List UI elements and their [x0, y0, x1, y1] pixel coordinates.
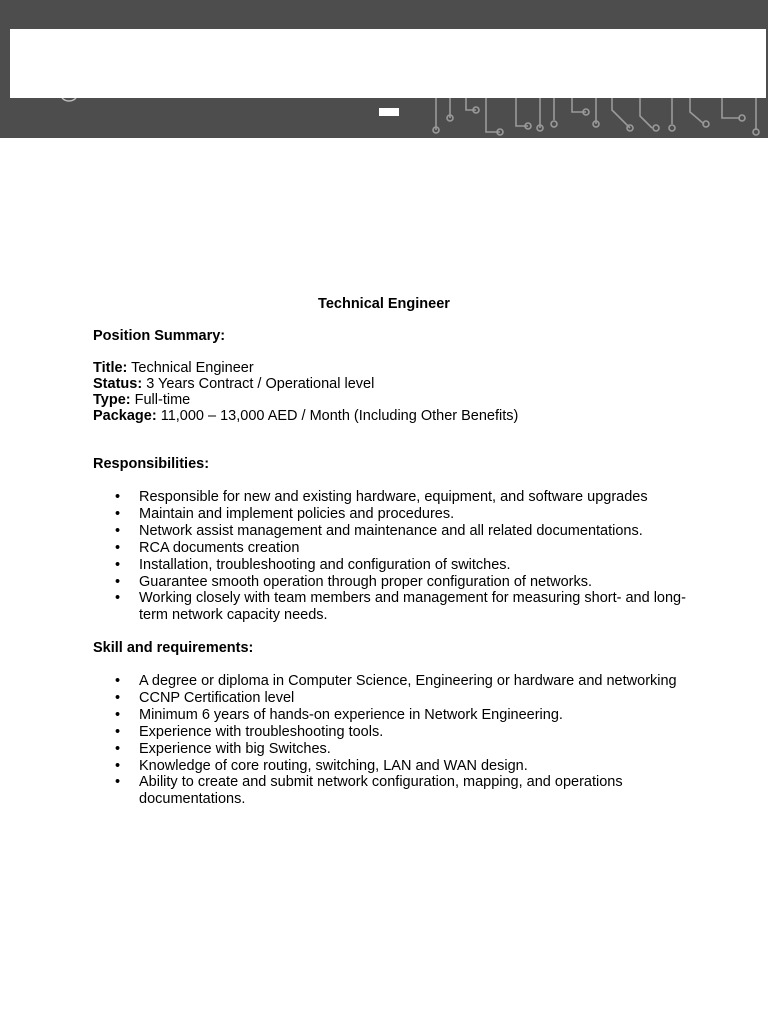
list-item: • Experience with troubleshooting tools.	[93, 724, 693, 741]
status-row	[93, 376, 374, 393]
list-item: • Knowledge of core routing, switching, LAN and WAN design.	[93, 758, 693, 775]
list-item: • Minimum 6 years of hands-on experience in Network Engineering.	[93, 707, 693, 724]
type-label: Type:	[93, 392, 131, 408]
list-item: • Ability to create and submit network configuration, mapping, and operations documentations.	[93, 774, 693, 808]
list-item: • Maintain and implement policies and procedures.	[93, 506, 693, 523]
type-value: Full-time	[134, 392, 191, 408]
list-item: • RCA documents creation	[93, 540, 693, 557]
position-summary-heading: Position Summary:	[93, 328, 226, 344]
list-item: • Guarantee smooth operation through proper configuration of networks.	[93, 574, 693, 591]
title-row	[93, 360, 254, 377]
title-value: Technical Engineer	[131, 360, 254, 376]
status-value: 3 Years Contract / Operational level	[146, 376, 375, 392]
status-label: Status:	[93, 376, 143, 392]
list-item: • Responsible for new and existing hardware, equipment, and software upgrades	[93, 489, 693, 506]
list-item: • Network assist management and maintenance and all related documentations.	[93, 523, 693, 540]
type-row	[93, 392, 190, 409]
responsibilities-heading: Responsibilities:	[93, 456, 210, 472]
skills-heading: Skill and requirements:	[93, 640, 254, 656]
header-banner	[0, 0, 768, 138]
header-logo-area	[10, 29, 766, 98]
responsibilities-list	[93, 489, 693, 624]
package-value: 11,000 – 13,000 AED / Month (Including Other Benefits)	[160, 408, 519, 424]
package-label: Package:	[93, 408, 157, 424]
list-item: • Working closely with team members and management for measuring short- and long-term network capacity needs.	[93, 590, 693, 624]
list-item: • Installation, troubleshooting and configuration of switches.	[93, 557, 693, 574]
list-item: • A degree or diploma in Computer Science, Engineering or hardware and networking	[93, 673, 693, 690]
page-title: Technical Engineer	[318, 296, 450, 312]
package-row	[93, 408, 518, 425]
skills-list	[93, 673, 693, 808]
list-item: • Experience with big Switches.	[93, 741, 693, 758]
list-item: • CCNP Certification level	[93, 690, 693, 707]
title-label: Title:	[93, 360, 128, 376]
